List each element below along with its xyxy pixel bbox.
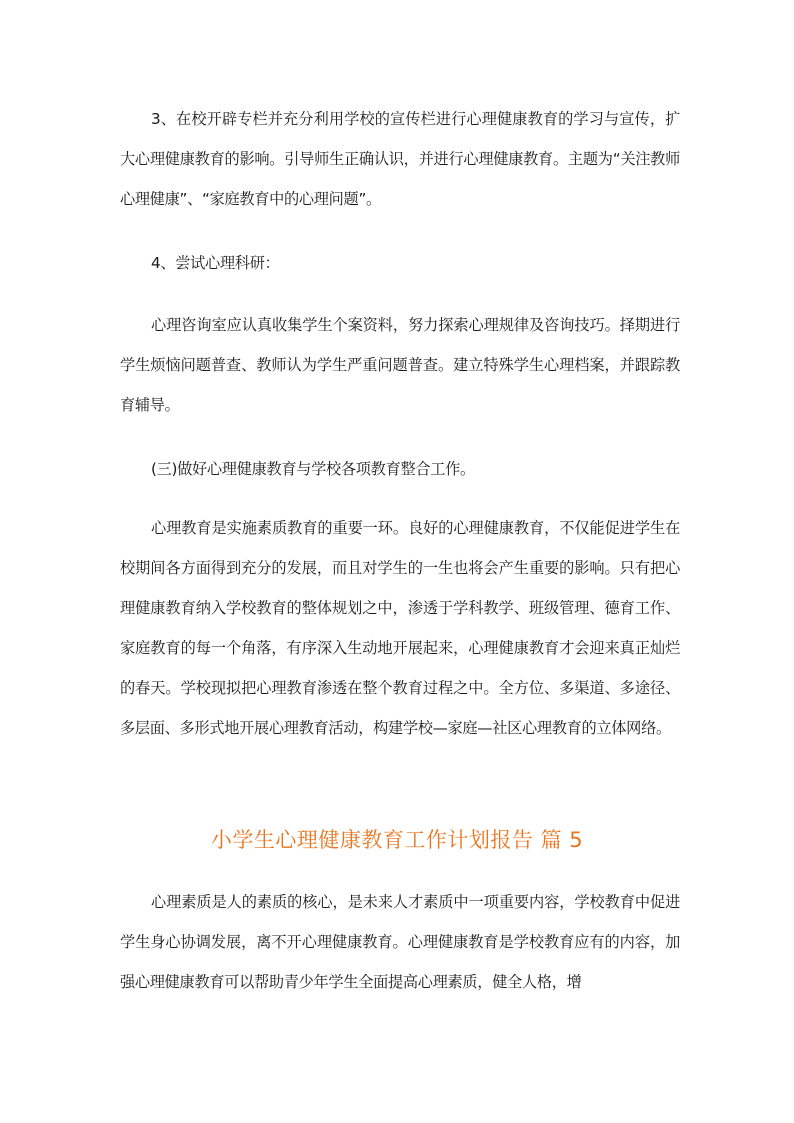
section-title: 小学生心理健康教育工作计划报告 篇 5: [210, 828, 584, 852]
paragraph-counseling-room: 心理咨询室应认真收集学生个案资料，努力探索心理规律及咨询技巧。择期进行学生烦恼问题普查、教师认为学生严重问题普查。建立特殊学生心理档案，并跟踪教育辅导。: [120, 316, 680, 414]
paragraph-psychology-research-heading: 4、尝试心理科研：: [151, 254, 280, 272]
paragraph-integration-heading: (三)做好心理健康教育与学校各项教育整合工作。: [151, 460, 475, 478]
paragraph-publicity-column: 3、在校开辟专栏并充分利用学校的宣传栏进行心理健康教育的学习与宣传，扩大心理健康教育的影响。引导师生正确认识，并进行心理健康教育。主题为“关注教师心理健康”、“家庭教育中的心理问题”。: [120, 110, 680, 208]
paragraph-psychology-education: 心理教育是实施素质教育的重要一环。良好的心理健康教育，不仅能促进学生在校期间各方面得到充分的发展，而且对学生的一生也将会产生重要的影响。只有把心理健康教育纳入学校教育的整体规划之中，渗透于学科教学、班级管理、德育工作、家庭教育的每一个角落，有序深入生动地开展起来，心理健康教育才会迎来真正灿烂的春天。学校现拟把心理教育渗透在整个教育过程之中。全方位、多渠道、多途径、多层面、多形式地开展心理教育活动，构建学校—家庭—社区心理教育的立体网络。: [120, 519, 680, 737]
paragraph-psychological-quality: 心理素质是人的素质的核心，是未来人才素质中一项重要内容，学校教育中促进学生身心协调发展，离不开心理健康教育。心理健康教育是学校教育应有的内容，加强心理健康教育可以帮助青少年学生全面提高心理素质，健全人格，增: [120, 893, 680, 991]
